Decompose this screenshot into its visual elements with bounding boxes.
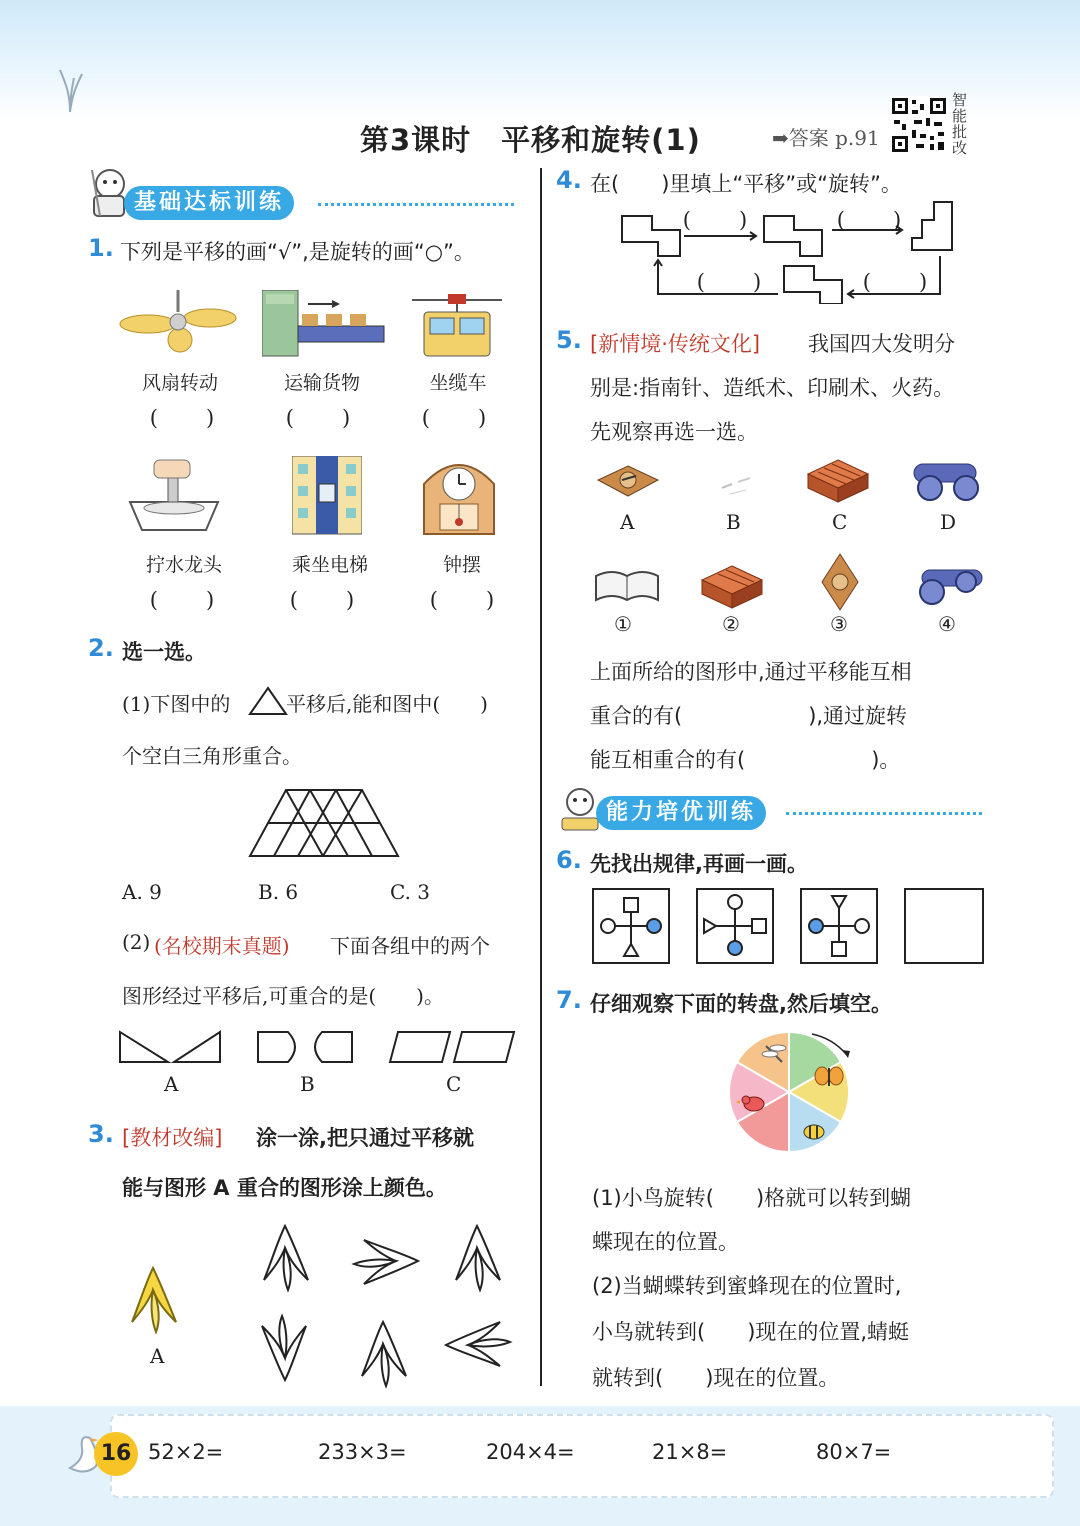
option-c[interactable]: C. 3 <box>390 880 431 904</box>
pattern-box-3 <box>800 888 878 968</box>
qr-code-icon[interactable] <box>890 96 948 154</box>
printing-block-icon <box>806 458 870 508</box>
item-label: 风扇转动 <box>141 372 218 394</box>
pair-label: B <box>300 1072 315 1096</box>
calc-strip <box>110 1414 1054 1498</box>
answer-line[interactable]: (1)小鸟旋转( )格就可以转到蝴 <box>592 1186 912 1210</box>
item-label: 拧水龙头 <box>145 554 222 576</box>
spinner-wheel-figure <box>724 1024 854 1158</box>
cable-car-icon <box>412 292 502 364</box>
question-text: 下列是平移的画“√”,是旋转的画“○”。 <box>120 240 475 264</box>
pendulum-clock-icon <box>414 454 504 540</box>
subquestion-prefix: (2) <box>122 930 151 954</box>
printing-block-icon <box>700 564 764 614</box>
question-number: 6. <box>556 846 582 874</box>
question-number: 1. <box>88 234 114 262</box>
banner-dots <box>318 203 514 206</box>
subquestion-text: (1)下图中的 <box>122 692 231 716</box>
answer-line[interactable]: 就转到( )现在的位置。 <box>592 1366 840 1390</box>
answer-line: 蝶现在的位置。 <box>592 1230 739 1254</box>
shape-pair-a <box>118 1030 224 1070</box>
bee-icon <box>804 1125 824 1139</box>
banana-outline-icon[interactable] <box>252 1312 318 1390</box>
calc-item: 52×2= <box>148 1440 224 1464</box>
answer-blank[interactable]: ( ) <box>421 406 489 430</box>
banana-outline-icon[interactable] <box>252 1220 318 1298</box>
subquestion-text: 个空白三角形重合。 <box>122 744 302 768</box>
item-label: 运输货物 <box>283 372 360 394</box>
choice-label: ② <box>722 612 740 636</box>
butterfly-icon <box>815 1067 843 1086</box>
question-text: 先观察再选一选。 <box>590 420 758 444</box>
banana-outline-icon[interactable] <box>350 1228 424 1298</box>
question-text: 选一选。 <box>122 640 206 664</box>
calc-item: 80×7= <box>816 1440 892 1464</box>
section-banner-advanced: 能力培优训练 <box>596 796 766 830</box>
item-label: 乘坐电梯 <box>291 554 368 576</box>
choice-label: A <box>620 510 635 534</box>
elevator-icon <box>292 456 362 540</box>
question-text: 仔细观察下面的转盘,然后填空。 <box>590 992 892 1016</box>
source-tag: (名校期末真题) <box>154 934 290 958</box>
pattern-box-2 <box>696 888 774 968</box>
pattern-box-1 <box>592 888 670 968</box>
calc-item: 21×8= <box>652 1440 728 1464</box>
choice-label: D <box>940 510 957 534</box>
answer-line: (2)当蝴蝶转到蜜蜂现在的位置时, <box>592 1274 902 1298</box>
section-banner-basic: 基础达标训练 <box>124 186 294 220</box>
question-number: 4. <box>556 166 582 194</box>
calc-item: 204×4= <box>486 1440 575 1464</box>
reed-decoration <box>52 64 92 118</box>
option-a[interactable]: A. 9 <box>122 880 162 904</box>
answer-blank[interactable]: ( ) <box>696 270 764 294</box>
choice-label: ③ <box>830 612 848 636</box>
question-text: 先找出规律,再画一画。 <box>590 852 808 876</box>
compass-icon <box>818 552 862 616</box>
question-text: 在( )里填上“平移”或“旋转”。 <box>590 172 902 196</box>
option-b[interactable]: B. 6 <box>258 880 299 904</box>
pair-label: C <box>446 1072 462 1096</box>
banana-outline-icon[interactable] <box>350 1316 416 1394</box>
answer-line[interactable]: 能互相重合的有( )。 <box>590 748 901 772</box>
calc-item: 233×3= <box>318 1440 407 1464</box>
column-divider <box>540 168 542 1386</box>
choice-label: C <box>832 510 848 534</box>
answer-line[interactable]: 小鸟就转到( )现在的位置,蜻蜓 <box>592 1320 910 1344</box>
subquestion-text: 下面各组中的两个 <box>330 934 490 958</box>
choice-label: ④ <box>938 612 956 636</box>
answer-blank[interactable]: ( ) <box>285 406 353 430</box>
answer-blank[interactable]: ( ) <box>289 588 357 612</box>
answer-reference[interactable]: ➡答案 p.91 <box>772 126 880 150</box>
shape-pair-c <box>388 1030 518 1070</box>
answer-line: 上面所给的图形中,通过平移能互相 <box>590 660 912 684</box>
cannon-icon <box>910 456 986 508</box>
source-tag: [教材改编] <box>122 1126 223 1150</box>
banana-outline-icon[interactable] <box>444 1220 510 1298</box>
choice-label: ① <box>614 612 632 636</box>
answer-blank[interactable]: ( ) <box>149 588 217 612</box>
banner-dots <box>786 812 982 815</box>
answer-blank[interactable]: ( ) <box>862 270 930 294</box>
page-title: 第3课时 平移和旋转(1) <box>360 123 701 157</box>
book-icon <box>592 566 662 610</box>
banana-outline-icon[interactable] <box>440 1312 514 1382</box>
banana-colored-icon <box>120 1262 186 1340</box>
answer-blank[interactable]: ( ) <box>429 588 497 612</box>
subquestion-text: 图形经过平移后,可重合的是( )。 <box>122 984 444 1008</box>
triangle-icon <box>248 686 288 720</box>
question-text: 我国四大发明分 <box>808 332 955 356</box>
answer-blank[interactable]: ( ) <box>149 406 217 430</box>
question-number: 5. <box>556 326 582 354</box>
answer-line[interactable]: 重合的有( ),通过旋转 <box>590 704 908 728</box>
source-tag: [新情境·传统文化] <box>590 332 761 356</box>
item-label: 坐缆车 <box>429 372 487 394</box>
subquestion-text: 平移后,能和图中( ) <box>286 692 488 716</box>
answer-blank[interactable]: ( ) <box>836 208 904 232</box>
question-text: 能与图形 A 重合的图形涂上颜色。 <box>122 1176 447 1200</box>
choice-label: B <box>726 510 741 534</box>
shape-pair-b <box>256 1030 356 1070</box>
qr-label: 智能批改 <box>952 91 968 157</box>
triangle-grid-figure <box>248 788 400 862</box>
answer-blank[interactable]: ( ) <box>682 208 750 232</box>
pattern-answer-box[interactable] <box>904 888 984 968</box>
compass-icon <box>596 462 660 506</box>
section-mascot-icon <box>88 166 130 224</box>
page-number: 16 <box>94 1432 138 1476</box>
question-number: 7. <box>556 986 582 1014</box>
question-text: 涂一涂,把只通过平移就 <box>256 1126 474 1150</box>
question-text: 别是:指南针、造纸术、印刷术、火药。 <box>590 376 955 400</box>
faucet-icon <box>124 456 224 540</box>
question-number: 3. <box>88 1120 114 1148</box>
conveyor-icon <box>262 290 386 362</box>
figure-a-label: A <box>150 1344 165 1368</box>
pair-label: A <box>164 1072 179 1096</box>
item-label: 钟摆 <box>442 554 481 576</box>
ceiling-fan-icon <box>118 290 238 358</box>
question-number: 2. <box>88 634 114 662</box>
paper-icon <box>716 470 756 504</box>
cannon-icon <box>912 560 988 612</box>
